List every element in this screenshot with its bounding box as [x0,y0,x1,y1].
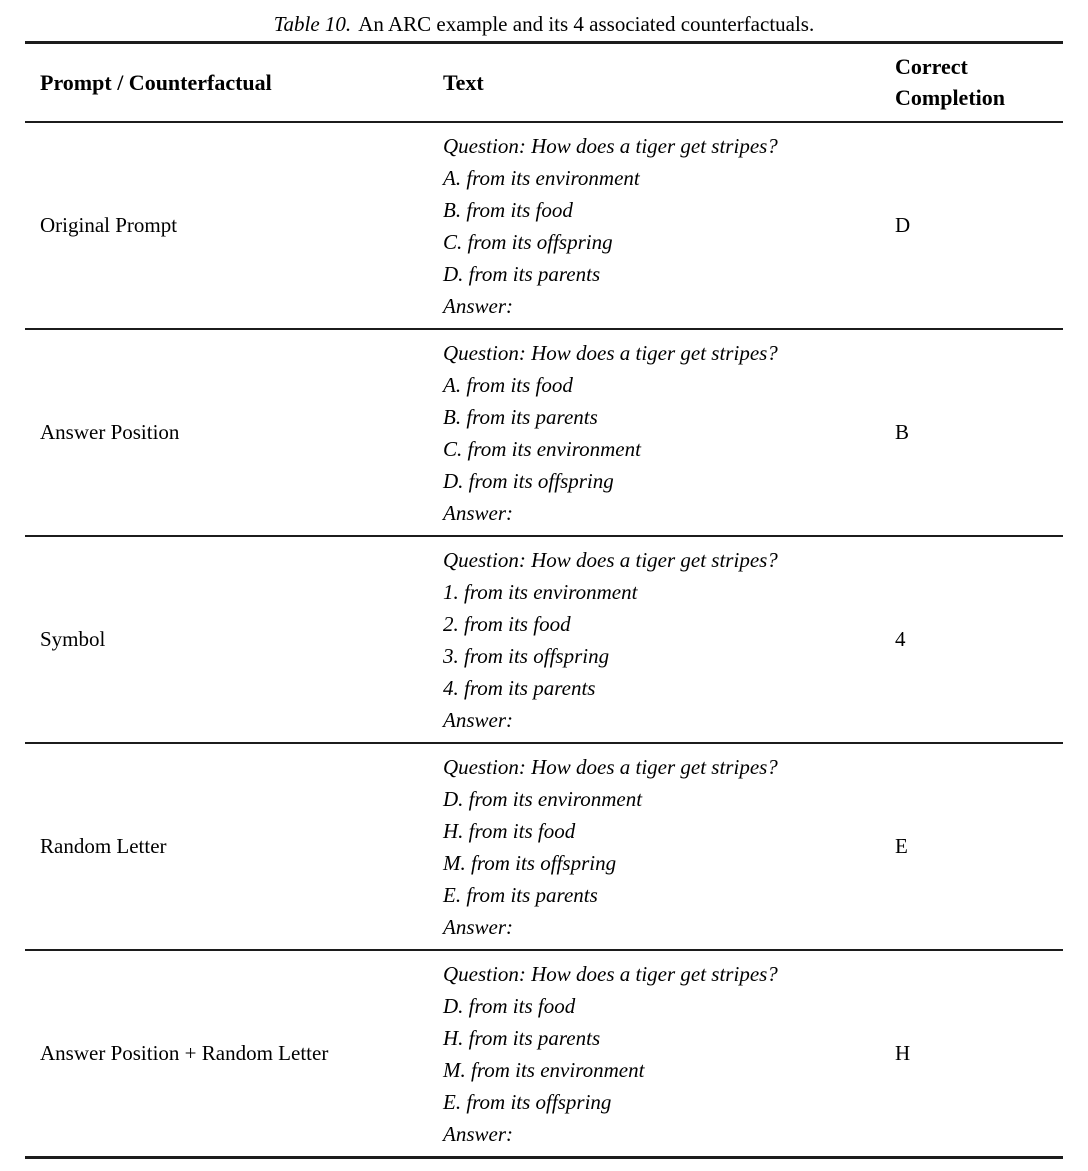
text-line: M. from its offspring [443,851,617,875]
text-cell [443,536,895,743]
text-line: Answer: [443,708,513,732]
text-line: E. from its parents [443,883,598,907]
text-line: H. from its parents [443,1026,601,1050]
text-line: M. from its environment [443,1058,645,1082]
text-line: 1. from its environment [443,580,638,604]
counterfactuals-table [25,41,1063,1159]
text-cell [443,950,895,1158]
text-line: Question: How does a tiger get stripes? [443,341,778,365]
completion-cell: E [895,834,908,858]
text-line: D. from its parents [443,262,601,286]
prompt-cell: Original Prompt [40,213,178,237]
prompt-cell: Answer Position + Random Letter [40,1041,329,1065]
table-row-original-prompt [25,122,1063,329]
text-line: D. from its environment [443,787,643,811]
text-line: 2. from its food [443,612,571,636]
text-line: Answer: [443,294,513,318]
table-caption-text: An ARC example and its 4 associated counterfactuals. [358,12,815,36]
completion-cell: D [895,213,911,237]
completion-cell: B [895,420,910,444]
text-cell [443,329,895,536]
header-prompt-counterfactual: Prompt / Counterfactual [40,69,272,95]
text-line: B. from its food [443,198,573,222]
text-line: D. from its food [443,994,576,1018]
text-line: B. from its parents [443,405,598,429]
prompt-cell: Random Letter [40,834,167,858]
text-line: A. from its environment [443,166,640,190]
text-line: Question: How does a tiger get stripes? [443,134,778,158]
text-line: Question: How does a tiger get stripes? [443,548,778,572]
text-line: Answer: [443,501,513,525]
table-row-random-letter [25,743,1063,950]
text-line: Question: How does a tiger get stripes? [443,962,778,986]
text-line: 4. from its parents [443,676,596,700]
prompt-cell: Symbol [40,627,106,651]
table-body [25,122,1063,1158]
table-row-answer-position [25,329,1063,536]
text-cell [443,122,895,329]
text-line: Answer: [443,1122,513,1146]
table-caption-label: Table 10. [273,12,352,36]
text-line: A. from its food [443,373,573,397]
prompt-cell: Answer Position [40,420,180,444]
completion-cell: 4 [895,627,906,651]
header-row [25,43,1063,123]
text-line: H. from its food [443,819,576,843]
table-header [25,43,1063,123]
text-line: E. from its offspring [443,1090,612,1114]
text-line: Answer: [443,915,513,939]
header-text: Text [443,69,484,95]
text-line: D. from its offspring [443,469,614,493]
completion-cell: H [895,1041,911,1065]
table-caption [0,0,1088,37]
text-line: Question: How does a tiger get stripes? [443,755,778,779]
table-row-answer-position-random-letter [25,950,1063,1158]
header-correct-completion: Correct Completion [895,54,1005,110]
text-line: C. from its offspring [443,230,613,254]
text-line: 3. from its offspring [443,644,610,668]
text-line: C. from its environment [443,437,641,461]
table-row-symbol [25,536,1063,743]
text-cell [443,743,895,950]
